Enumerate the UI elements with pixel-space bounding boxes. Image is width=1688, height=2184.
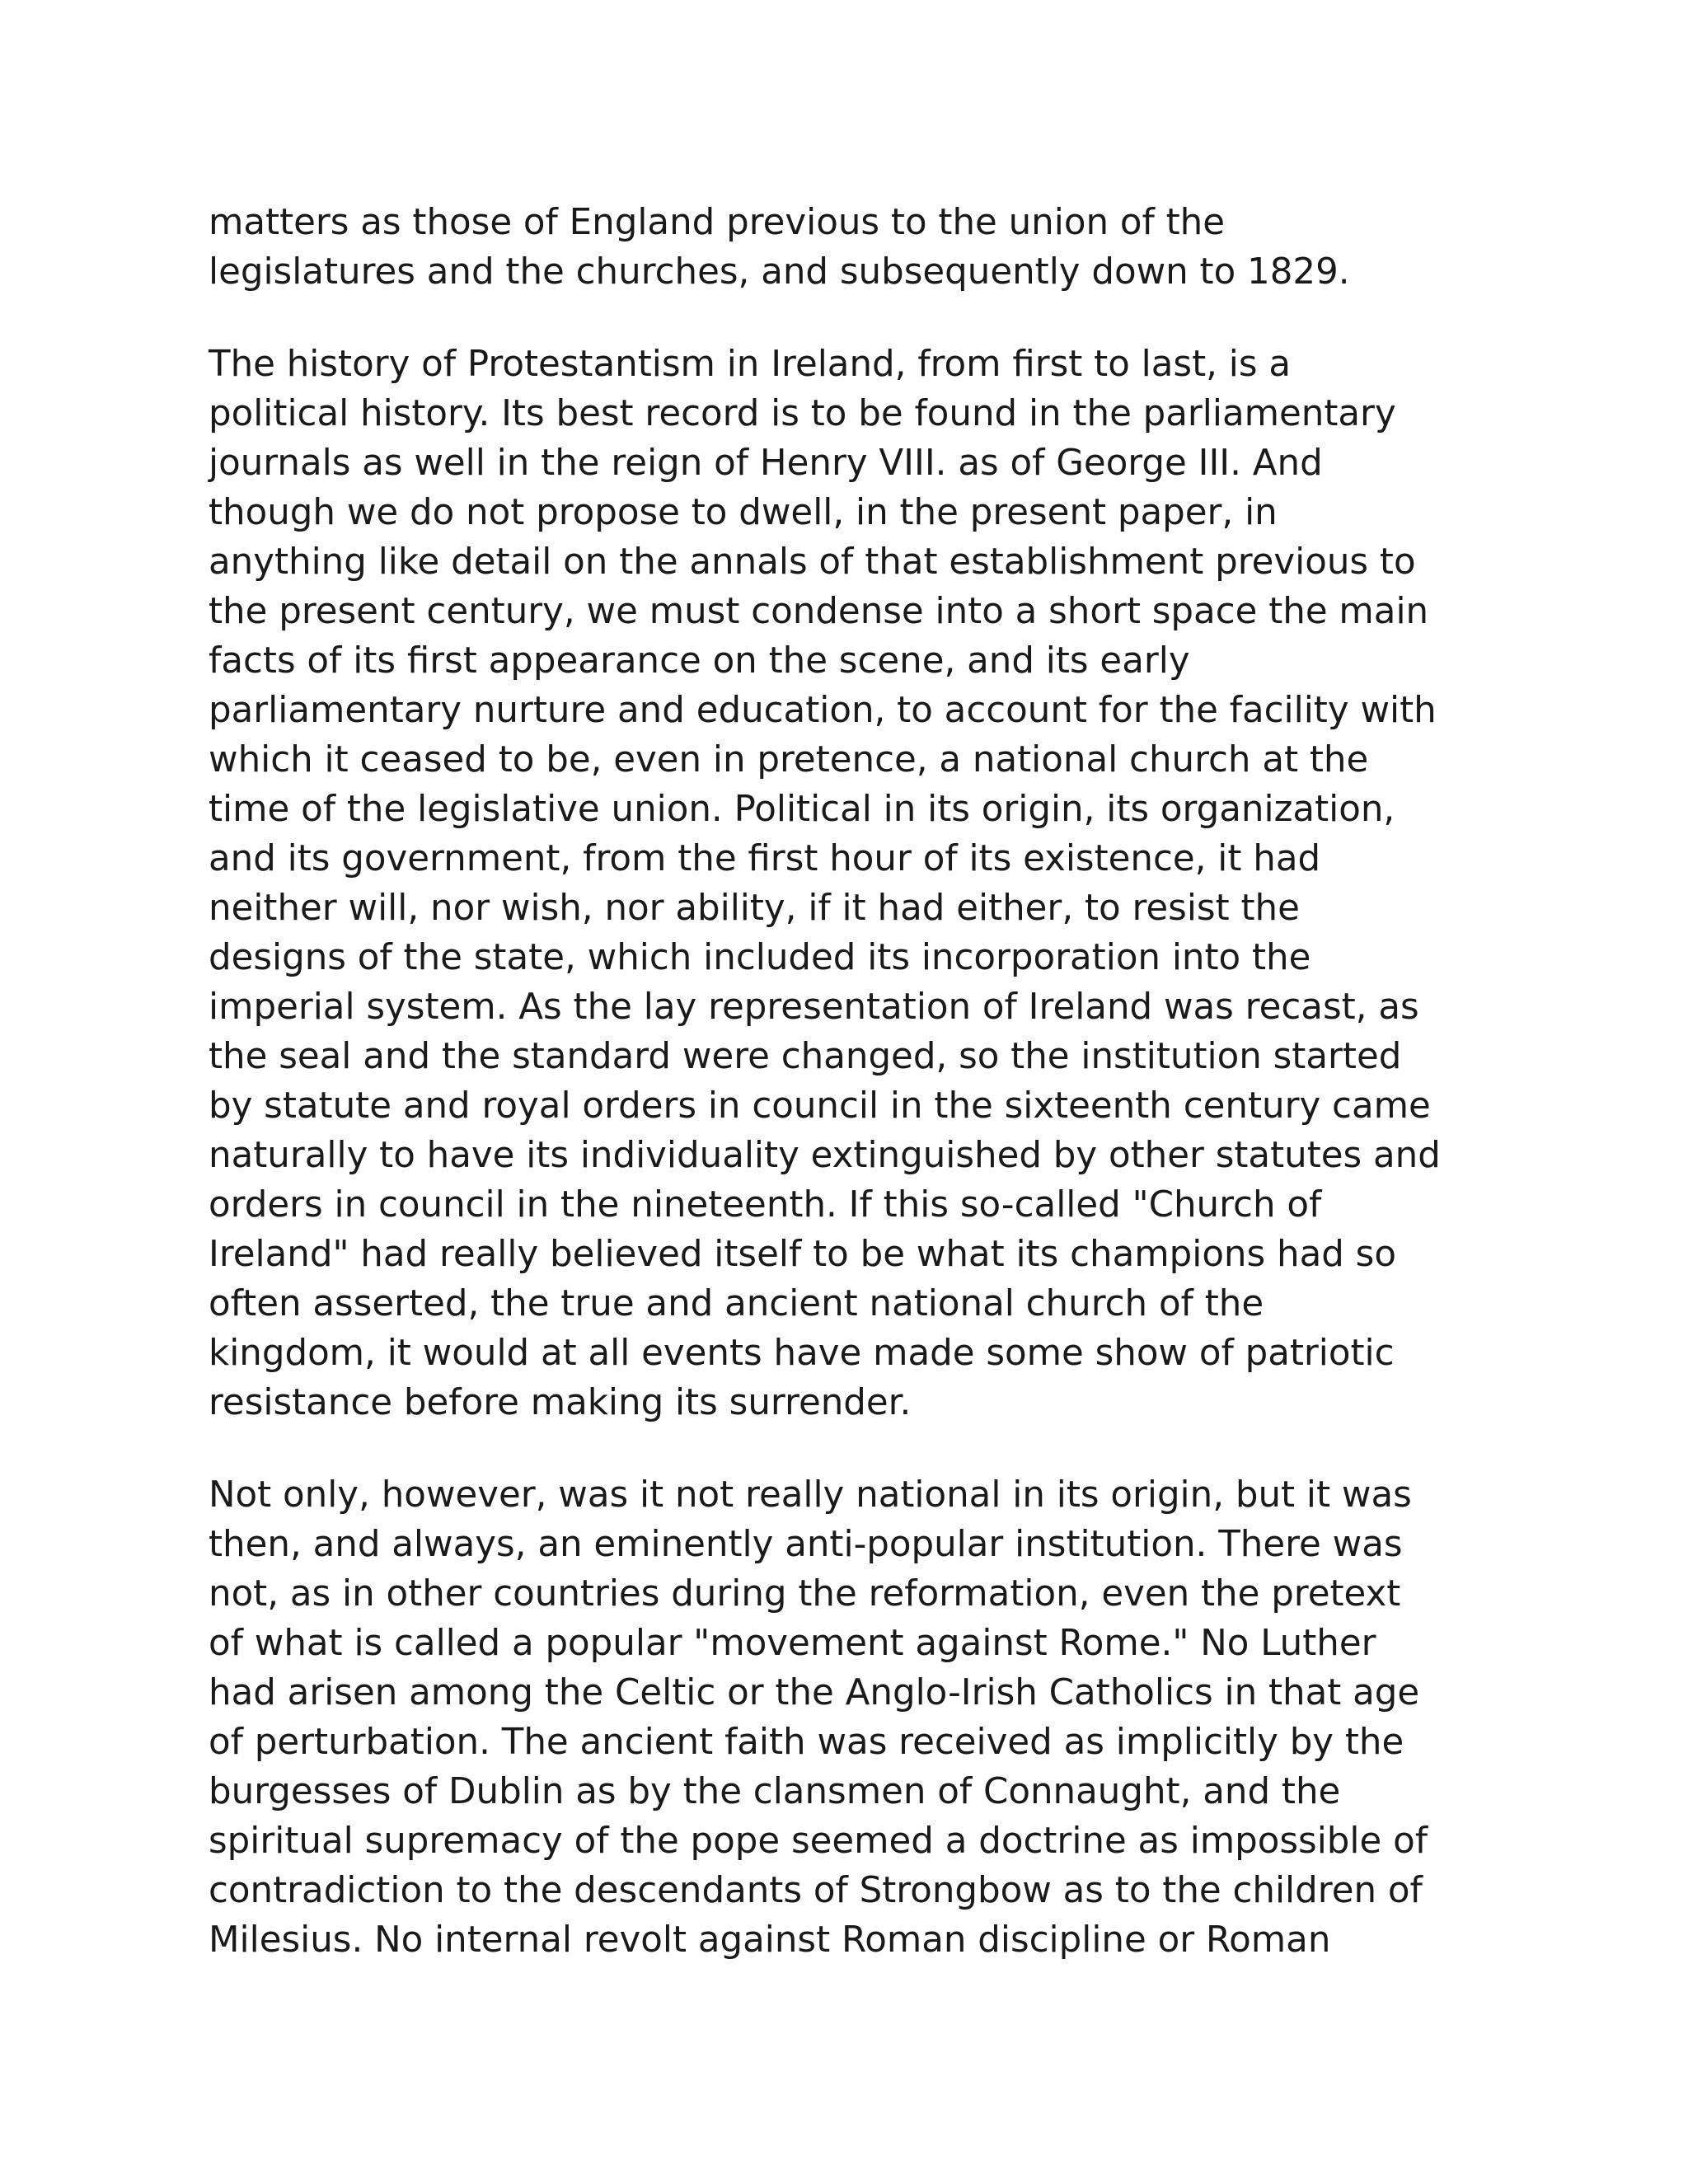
text-line: resistance before making its surrender. xyxy=(209,1382,912,1423)
text-line: contradiction to the descendants of Strongbow as to the children of xyxy=(209,1870,1423,1911)
text-line: orders in council in the nineteenth. If this so-called "Church of xyxy=(209,1184,1322,1226)
text-line: legislatures and the churches, and subsequently down to 1829. xyxy=(209,251,1350,293)
text-line: then, and always, an eminently anti-popular institution. There was xyxy=(209,1524,1403,1565)
text-line: neither will, nor wish, nor ability, if it had either, to resist the xyxy=(209,888,1300,929)
text-line: time of the legislative union. Political in its origin, its organization, xyxy=(209,789,1395,830)
text-line: matters as those of England previous to the union of the xyxy=(209,202,1225,243)
text-line: naturally to have its individuality extinguished by other statutes and xyxy=(209,1135,1441,1176)
paragraph-1 xyxy=(209,198,1503,297)
text-line: of perturbation. The ancient faith was received as implicitly by the xyxy=(209,1722,1404,1763)
text-line: designs of the state, which included its incorporation into the xyxy=(209,937,1311,978)
body-text xyxy=(209,198,1503,2008)
text-line: often asserted, the true and ancient national church of the xyxy=(209,1283,1264,1324)
text-line: and its government, from the first hour of its existence, it had xyxy=(209,838,1321,879)
paragraph-3 xyxy=(209,1470,1503,1965)
text-line: the present century, we must condense into a short space the main xyxy=(209,591,1429,632)
text-line: which it ceased to be, even in pretence, a national church at the xyxy=(209,739,1369,780)
text-line: Not only, however, was it not really national in its origin, but it was xyxy=(209,1474,1412,1516)
text-line: by statute and royal orders in council in the sixteenth century came xyxy=(209,1085,1431,1127)
text-line: of what is called a popular "movement against Rome." No Luther xyxy=(209,1623,1376,1664)
text-line: burgesses of Dublin as by the clansmen of Connaught, and the xyxy=(209,1771,1341,1812)
text-line: not, as in other countries during the reformation, even the pretext xyxy=(209,1573,1401,1615)
text-line: Ireland" had really believed itself to be what its champions had so xyxy=(209,1234,1396,1275)
text-line: though we do not propose to dwell, in the present paper, in xyxy=(209,492,1278,533)
text-line: imperial system. As the lay representation of Ireland was recast, as xyxy=(209,987,1419,1028)
text-line: Milesius. No internal revolt against Roman discipline or Roman xyxy=(209,1919,1331,1961)
text-line: kingdom, it would at all events have made some show of patriotic xyxy=(209,1333,1395,1374)
text-line: The history of Protestantism in Ireland, from first to last, is a xyxy=(209,344,1292,385)
text-line: spiritual supremacy of the pope seemed a doctrine as impossible of xyxy=(209,1821,1428,1862)
text-line: journals as well in the reign of Henry VIII. as of George III. And xyxy=(209,443,1323,484)
text-line: political history. Its best record is to be found in the parliamentary xyxy=(209,393,1396,434)
text-line: facts of its first appearance on the scene, and its early xyxy=(209,640,1190,682)
paragraph-2 xyxy=(209,340,1503,1427)
text-line: parliamentary nurture and education, to account for the facility with xyxy=(209,690,1437,731)
text-line: the seal and the standard were changed, so the institution started xyxy=(209,1036,1402,1077)
text-line: anything like detail on the annals of that establishment previous to xyxy=(209,541,1416,583)
text-line: had arisen among the Celtic or the Anglo-Irish Catholics in that age xyxy=(209,1672,1420,1713)
